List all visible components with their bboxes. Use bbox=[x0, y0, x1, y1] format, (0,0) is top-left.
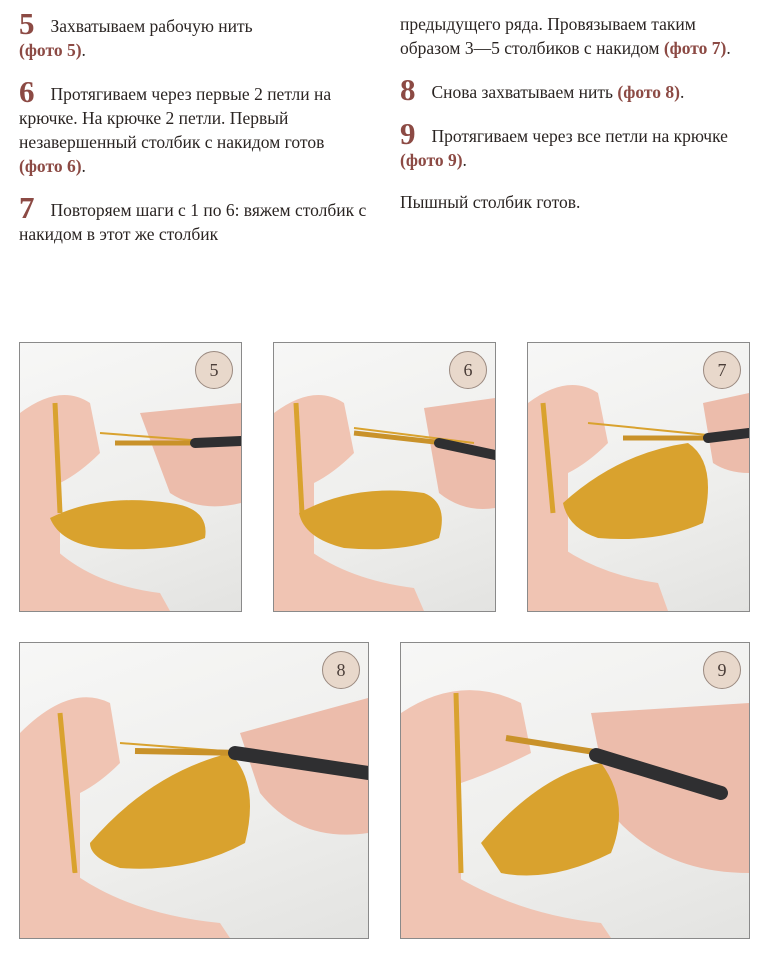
step-number: 9 bbox=[400, 116, 416, 151]
photo-number-badge: 5 bbox=[195, 351, 233, 389]
photo-number-badge: 7 bbox=[703, 351, 741, 389]
step-text: Снова захватываем нить bbox=[431, 82, 614, 102]
step-7-continued bbox=[400, 12, 752, 60]
step-7 bbox=[19, 190, 369, 246]
step-8 bbox=[400, 72, 752, 107]
punctuation: . bbox=[81, 40, 86, 60]
photo-6 bbox=[273, 342, 496, 612]
photo-reference: (фото 9) bbox=[400, 150, 463, 170]
photo-5 bbox=[19, 342, 242, 612]
punctuation: . bbox=[81, 156, 86, 176]
photo-number-badge: 6 bbox=[449, 351, 487, 389]
photo-reference: (фото 8) bbox=[617, 82, 680, 102]
step-text: предыдущего ряда. Провязываем таким образом 3—5 столбиков с накидом bbox=[400, 14, 696, 58]
punctuation: . bbox=[679, 82, 685, 102]
punctuation: . bbox=[726, 38, 731, 58]
step-number: 8 bbox=[400, 72, 416, 107]
photo-reference: (фото 6) bbox=[19, 156, 82, 176]
left-text-column bbox=[19, 6, 369, 264]
step-number: 6 bbox=[19, 74, 35, 109]
step-text: Захватываем рабочую нить bbox=[50, 16, 253, 36]
photo-7 bbox=[527, 342, 750, 612]
punctuation: . bbox=[462, 150, 467, 170]
photo-number-badge: 9 bbox=[703, 651, 741, 689]
photo-9 bbox=[400, 642, 750, 939]
step-text: Протягиваем через первые 2 петли на крючке. На крючке 2 петли. Первый незавершенный столбик с накидом готов bbox=[19, 84, 332, 152]
photo-number-badge: 8 bbox=[322, 651, 360, 689]
final-note: Пышный столбик готов. bbox=[400, 192, 581, 212]
photo-reference: (фото 5) bbox=[19, 40, 82, 60]
step-number: 7 bbox=[19, 190, 35, 225]
step-6 bbox=[19, 74, 369, 178]
step-9 bbox=[400, 116, 752, 172]
step-5 bbox=[19, 6, 369, 62]
crochet-illustration bbox=[401, 643, 749, 938]
photo-reference: (фото 7) bbox=[663, 38, 727, 58]
crochet-illustration bbox=[20, 643, 368, 938]
right-text-column bbox=[400, 12, 752, 232]
photo-8 bbox=[19, 642, 369, 939]
step-number: 5 bbox=[19, 6, 35, 41]
step-text: Повторяем шаги с 1 по 6: вяжем столбик с накидом в этот же столбик bbox=[19, 200, 367, 244]
step-text: Протягиваем через все петли на крючке bbox=[431, 126, 728, 146]
